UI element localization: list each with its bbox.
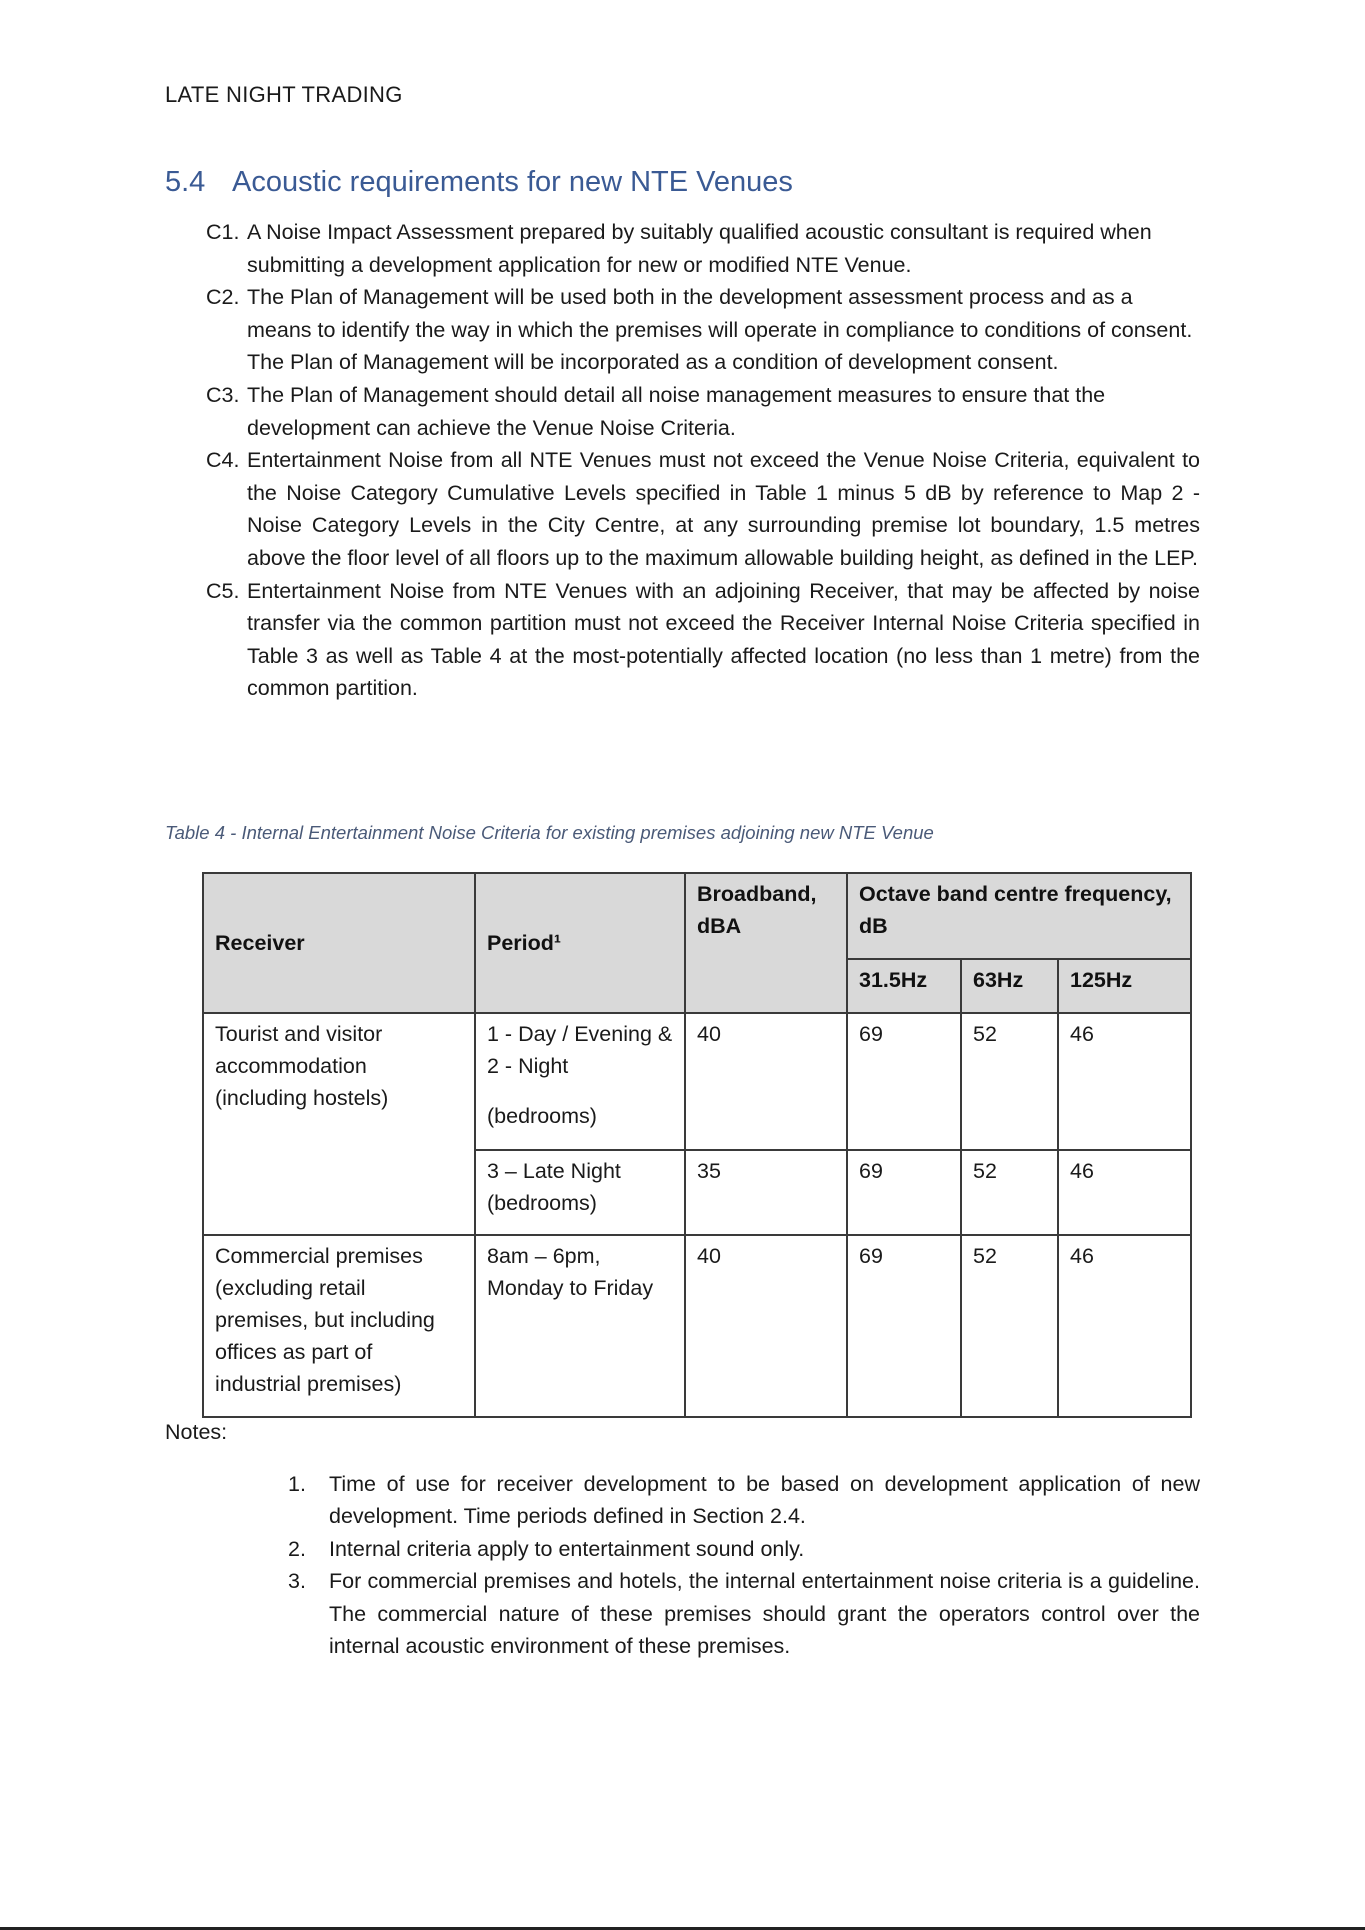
note-number: 1. (288, 1472, 306, 1496)
noise-criteria-table (202, 872, 1192, 1418)
clause-text: The Plan of Management will be used both in the development assessment process and as a means to identify the way in which the premises will operate in compliance to conditions of consent. The Plan of Management will be incorporated as a condition of development consent. (247, 285, 1193, 375)
table-row (203, 1013, 1191, 1150)
period-cell: 8am – 6pm, Monday to Friday (475, 1235, 685, 1417)
clause-id: C4. (206, 448, 240, 473)
notes-label: Notes: (165, 1420, 228, 1444)
section-number: 5.4 (165, 166, 206, 198)
header-broadband: Broadband, dBA (685, 873, 847, 1013)
f3-cell: 46 (1058, 1235, 1191, 1417)
period-extra: (bedrooms) (487, 1104, 597, 1128)
period-main: 1 - Day / Evening & 2 - Night (487, 1022, 673, 1078)
clause-id: C2. (206, 285, 240, 310)
clause-item (206, 216, 1200, 281)
clause-text: The Plan of Management should detail all noise management measures to ensure that the development can achieve the Venue Noise Criteria. (247, 382, 1106, 440)
note-text: For commercial premises and hotels, the internal entertainment noise criteria is a guideline. The commercial nature of these premises should grant the operators control over the internal acoustic environment of these premises. (329, 1569, 1200, 1659)
note-number: 2. (288, 1536, 306, 1561)
header-63hz: 63Hz (961, 959, 1058, 1013)
header-octave-band: Octave band centre frequency, dB (847, 873, 1191, 959)
table-caption: Table 4 - Internal Entertainment Noise Criteria for existing premises adjoining new NTE Venue (165, 822, 934, 843)
section-heading (165, 166, 793, 199)
f3-cell: 46 (1058, 1150, 1191, 1235)
broadband-cell: 40 (685, 1235, 847, 1417)
clause-id: C3. (206, 382, 240, 407)
f3-cell: 46 (1058, 1013, 1191, 1150)
receiver-cell: Tourist and visitor accommodation (including hostels) (203, 1013, 475, 1235)
f2-cell: 52 (961, 1235, 1058, 1417)
note-text: Internal criteria apply to entertainment sound only. (329, 1536, 805, 1561)
period-cell (475, 1013, 685, 1150)
table-row (203, 1235, 1191, 1417)
clause-text: A Noise Impact Assessment prepared by suitably qualified acoustic consultant is required when submitting a development application for new or modified NTE Venue. (247, 220, 1152, 277)
broadband-cell: 40 (685, 1013, 847, 1150)
f2-cell: 52 (961, 1150, 1058, 1235)
note-number: 3. (288, 1569, 306, 1594)
clause-item (206, 575, 1200, 705)
running-header: LATE NIGHT TRADING (165, 82, 403, 107)
clause-item (206, 281, 1200, 379)
header-receiver: Receiver (203, 873, 475, 1013)
clause-text: Entertainment Noise from all NTE Venues must not exceed the Venue Noise Criteria, equivalent to the Noise Category Cumulative Levels specified in Table 1 minus 5 dB by reference to Map 2 - Noise Category Levels in the City Centre, at any surrounding premise lot boundary, 1.5 metres above the floor level of all floors up to the maximum allowable building height, as defined in the LEP. (247, 448, 1200, 570)
note-item (288, 1565, 1200, 1662)
f1-cell: 69 (847, 1235, 961, 1417)
f1-cell: 69 (847, 1150, 961, 1235)
header-125hz: 125Hz (1058, 959, 1191, 1013)
header-31-5hz: 31.5Hz (847, 959, 961, 1013)
note-text: Time of use for receiver development to be based on development application of new development. Time periods defined in Section 2.4. (329, 1472, 1200, 1529)
receiver-cell: Commercial premises (excluding retail premises, but including offices as part of industrial premises) (203, 1235, 475, 1417)
f2-cell: 52 (961, 1013, 1058, 1150)
note-item (288, 1468, 1200, 1533)
clause-item (206, 379, 1200, 444)
notes-list (288, 1468, 1200, 1662)
note-item (288, 1533, 1200, 1565)
clause-text: Entertainment Noise from NTE Venues with an adjoining Receiver, that may be affected by noise transfer via the common partition must not exceed the Receiver Internal Noise Criteria specified in Table 3 as well as Table 4 at the most-potentially affected location (no less than 1 metre) from the common partition. (247, 578, 1200, 701)
clause-item (206, 444, 1200, 574)
period-cell: 3 – Late Night (bedrooms) (475, 1150, 685, 1235)
section-title: Acoustic requirements for new NTE Venues (232, 166, 793, 198)
clause-id: C1. (206, 220, 240, 244)
clause-list (206, 216, 1200, 705)
broadband-cell: 35 (685, 1150, 847, 1235)
header-period: Period¹ (475, 873, 685, 1013)
clause-id: C5. (206, 578, 240, 603)
f1-cell: 69 (847, 1013, 961, 1150)
